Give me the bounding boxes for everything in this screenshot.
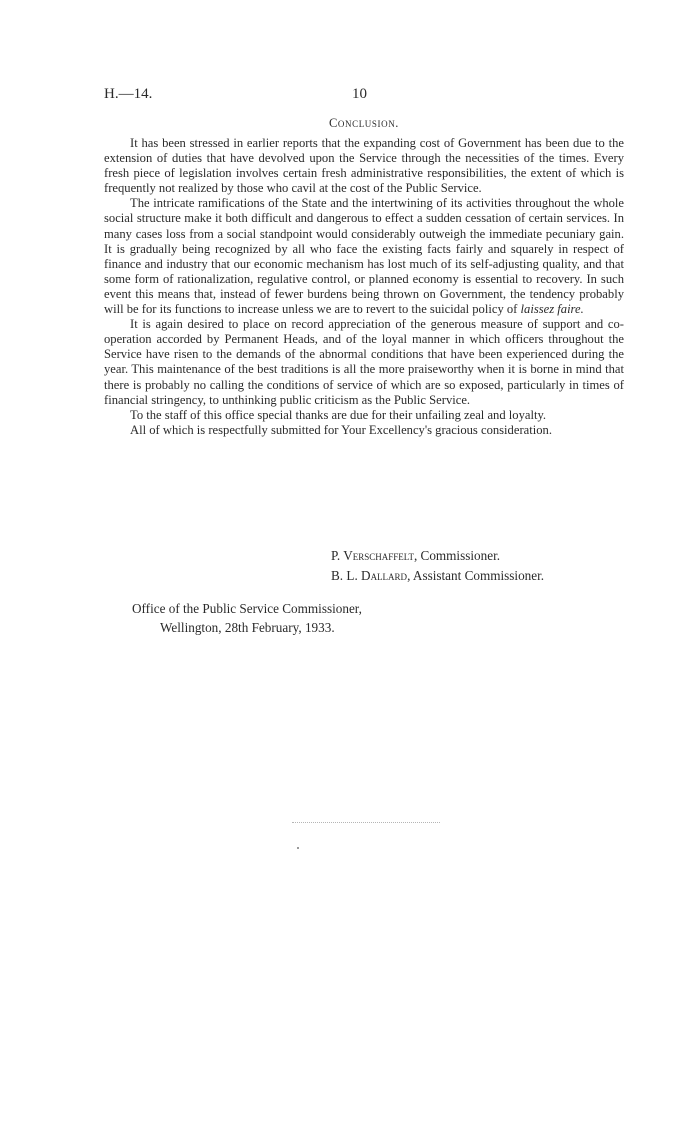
print-mark (297, 847, 299, 849)
paragraph: To the staff of this office special thanks are due for their unfailing zeal and loyalty. (130, 407, 547, 422)
body-text (104, 136, 624, 438)
signature-block (331, 546, 544, 586)
divider-rule (292, 822, 440, 823)
signature-line (331, 546, 544, 566)
section-heading: Conclusion. (328, 116, 400, 130)
italic-phrase: laissez faire. (520, 302, 584, 317)
paragraph: It has been stressed in earlier reports that the expanding cost of Government has been due to the extension of duties that have devolved upon the Service through the necessities of the times. Every fresh piece of legislation involves certain fresh administrative responsibilities, the extent of which is frequently not realized by those who cavil at the cost of the Public Service. (104, 136, 624, 196)
signatory-name: P. Verschaffelt (331, 548, 414, 563)
paragraph (104, 196, 624, 317)
signatory-title: , Assistant Commissioner. (407, 568, 545, 583)
office-line: Office of the Public Service Commissioner, (132, 601, 362, 616)
paragraph: All of which is respectfully submitted for Your Excellency's gracious consideration. (130, 422, 552, 437)
signatory-name: B. L. Dallard (331, 568, 408, 583)
office-address (132, 599, 362, 637)
page-number: 10 (352, 86, 367, 102)
signature-line (331, 566, 544, 586)
page-header (104, 86, 624, 106)
office-date-line: Wellington, 28th February, 1933. (160, 620, 335, 635)
paragraph: It is again desired to place on record appreciation of the generous measure of support and co-operation accorded by Permanent Heads, and of the loyal manner in which officers throughout the Service have risen to the demands of the abnormal conditions that have been experienced during the year. This maintenance of the best traditions is all the more praiseworthy when it is borne in mind that there is probably no calling the conditions of service of which are so exposed, particularly in times of financial stringency, to unthinking public criticism as the Public Service. (104, 317, 624, 407)
document-reference: H.—14. (104, 86, 153, 102)
signatory-title: , Commissioner. (413, 548, 501, 563)
paragraph-text: The intricate ramifications of the State and the intertwining of its activities throughout the whole social structure make it both difficult and dangerous to effect a sudden cessation of certain services. In many cases loss from a social standpoint would considerably outweigh the immediate pecuniary gain. It is gradually being recognized by all who face the existing facts fairly and squarely in respect of finance and industry that our economic mechanism has lost much of its self-adjusting quality, and that some form of rationalization, regulative control, or planned economy is essential to recovery. In such event this means that, instead of fewer burdens being thrown on Government, the tendency probably will be for its functions to increase unless we are to revert to the suicidal policy of (104, 196, 624, 317)
